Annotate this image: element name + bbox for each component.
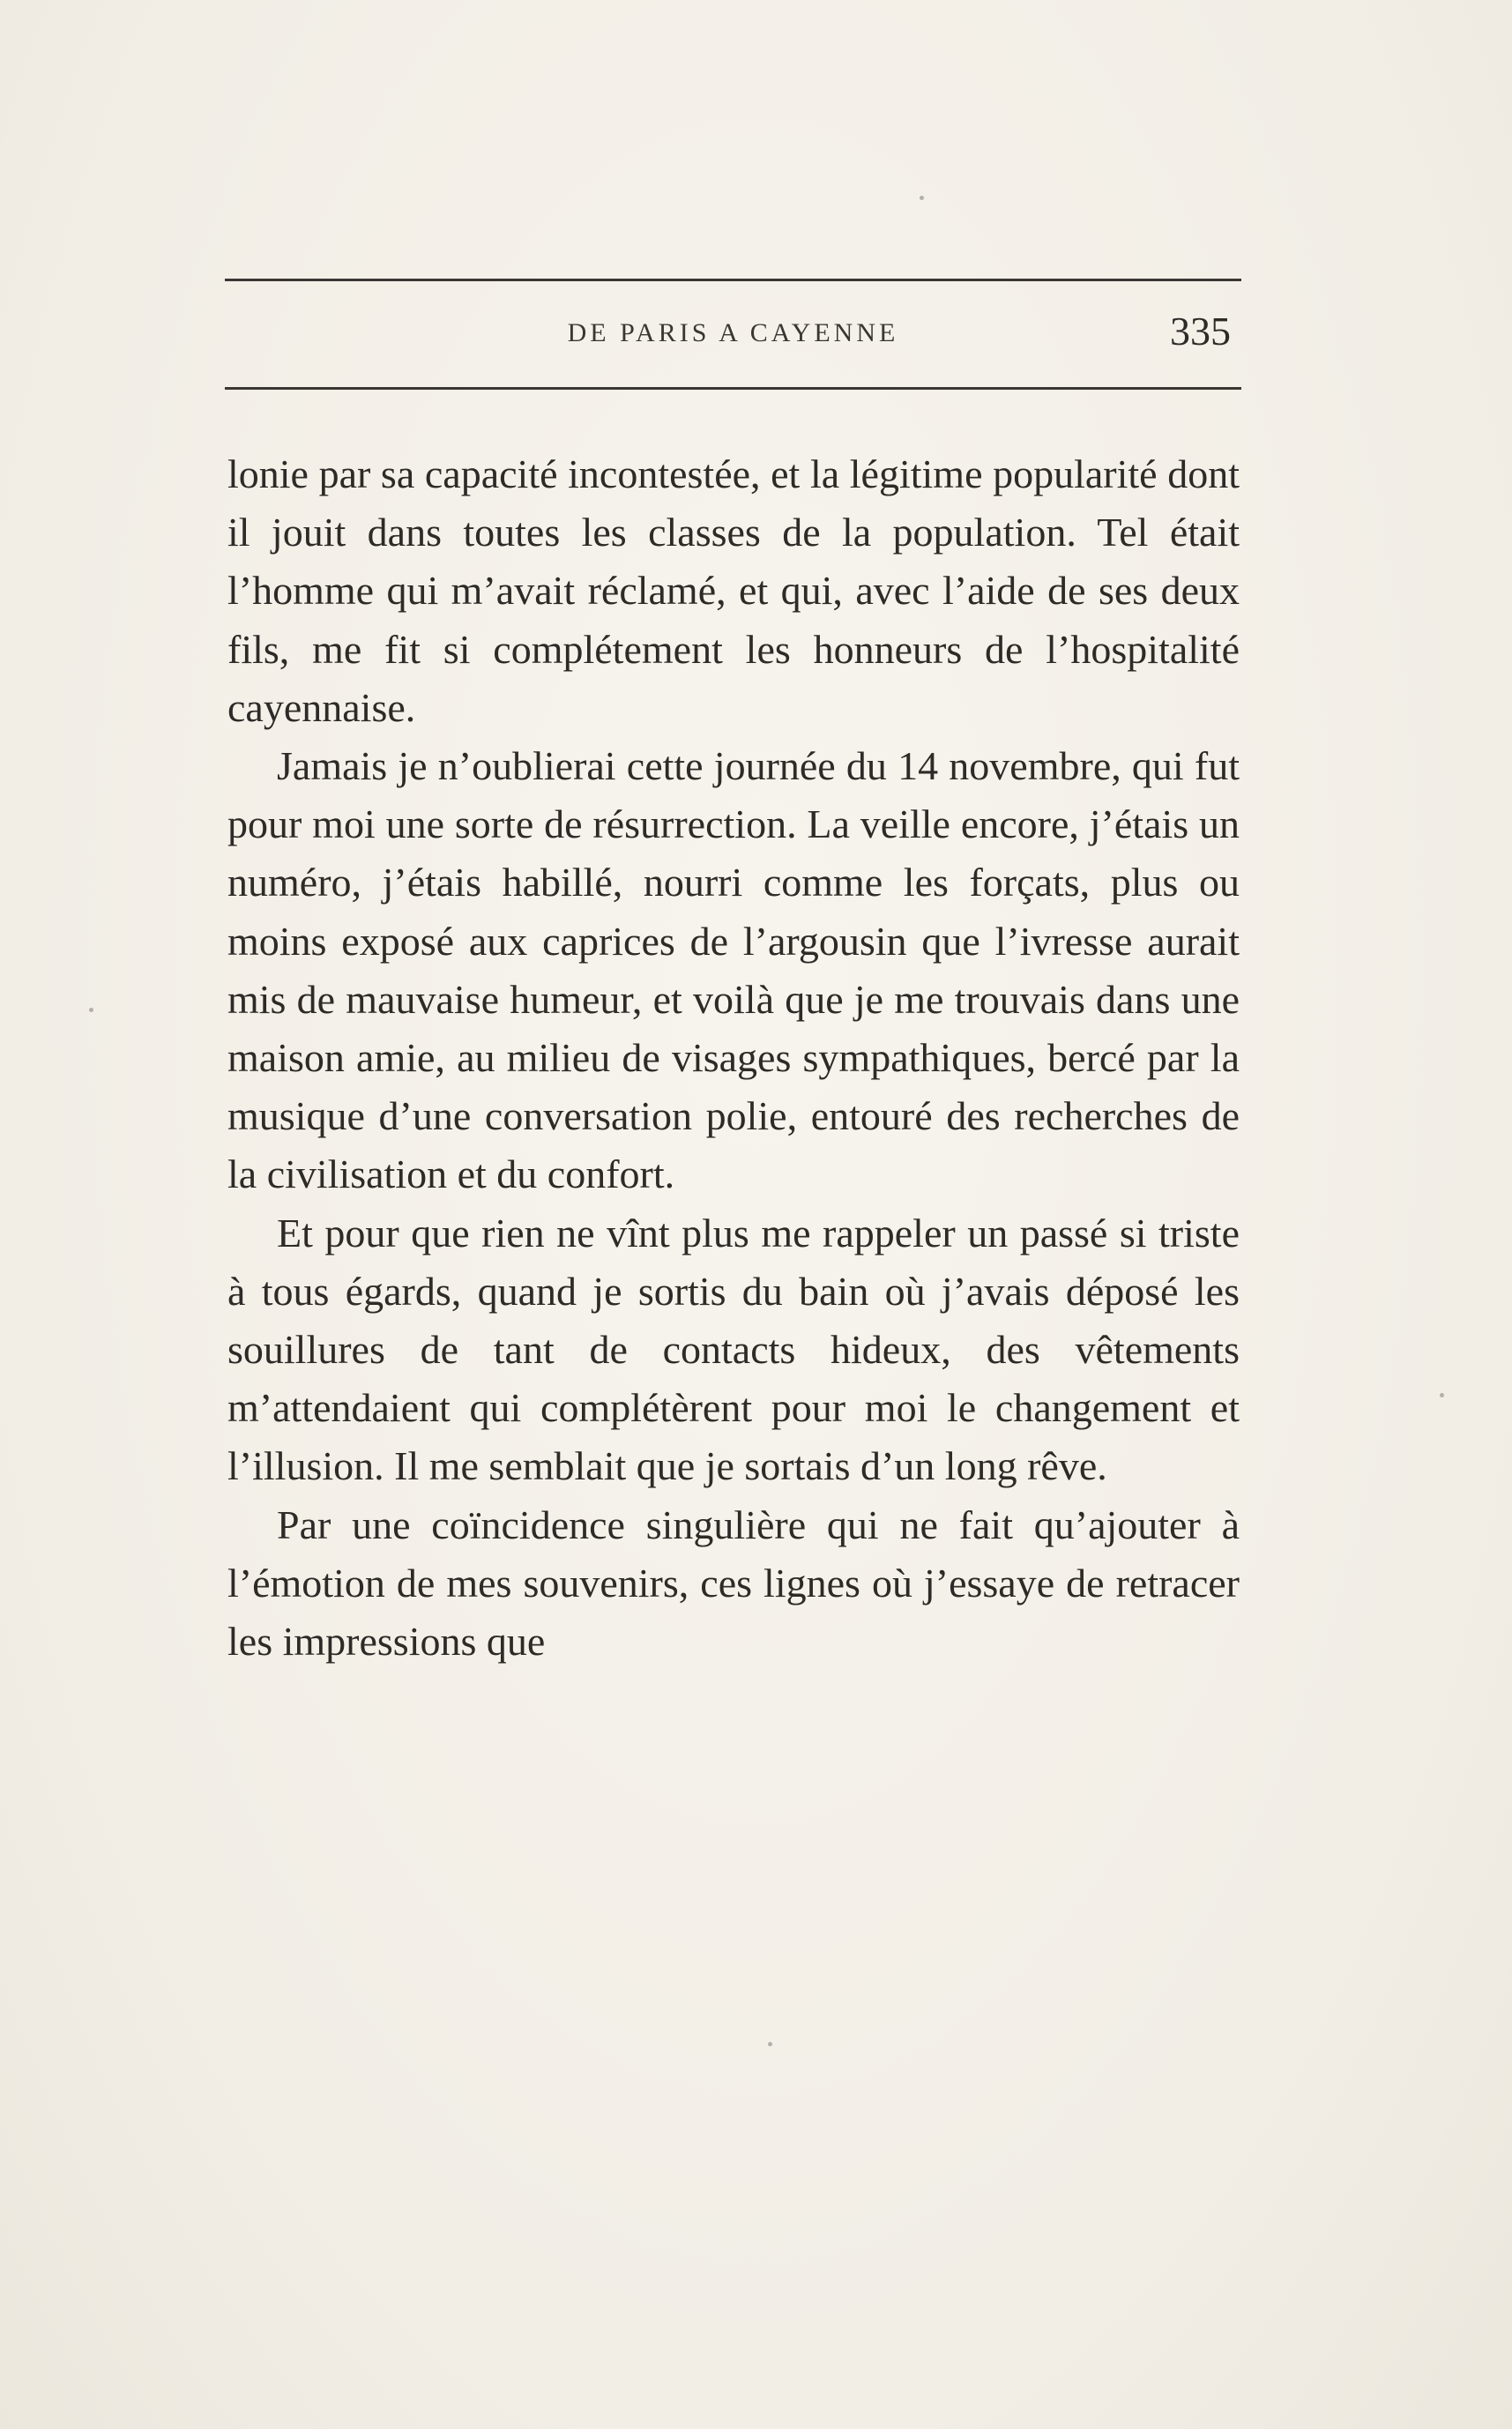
- paper-speck: [1440, 1393, 1444, 1397]
- paragraph-2: Jamais je n’oublierai cette journée du 14 novembre, qui fut pour moi une sorte de résurrection. La veille encore, j’étais un numéro, j’étais habillé, nourri comme les forçats, plus ou moins exposé aux caprices de l’argousin que l’ivresse aurait mis de mauvaise humeur, et voilà que je me trouvais dans une maison amie, au milieu de visages sympathiques, bercé par la musique d’une conversation polie, entouré des recherches de la civilisation et du confort.: [227, 743, 1240, 1197]
- paper-speck: [768, 2042, 772, 2046]
- paragraph-1: lonie par sa capacité incontestée, et la légitime popularité dont il jouit dans toutes les classes de la population. Tel était l’homme qui m’avait réclamé, et qui, avec l’aide de ses deux fils, me fit si complétement les honneurs de l’hospitalité cayennaise.: [227, 451, 1240, 730]
- header-top-rule: [225, 279, 1241, 281]
- running-head: [225, 304, 1241, 366]
- paragraph-4: Par une coïncidence singulière qui ne fait qu’ajouter à l’émotion de mes souvenirs, ces lignes où j’essaye de retracer les impressions que: [227, 1501, 1240, 1665]
- page-number: 335: [1170, 309, 1231, 354]
- paragraph-3: Et pour que rien ne vînt plus me rappeler un passé si triste à tous égards, quand je sortis du bain où j’avais déposé les souillures de tant de contacts hideux, des vêtements m’attendaient qui complétèrent pour moi le changement et l’illusion. Il me semblait que je sortais d’un long rêve.: [227, 1210, 1240, 1489]
- running-title: DE PARIS A CAYENNE: [567, 318, 899, 347]
- paper-speck: [89, 1008, 93, 1012]
- header-bottom-rule: [225, 387, 1241, 390]
- body-text: [227, 445, 1240, 1671]
- paper-speck: [920, 196, 924, 200]
